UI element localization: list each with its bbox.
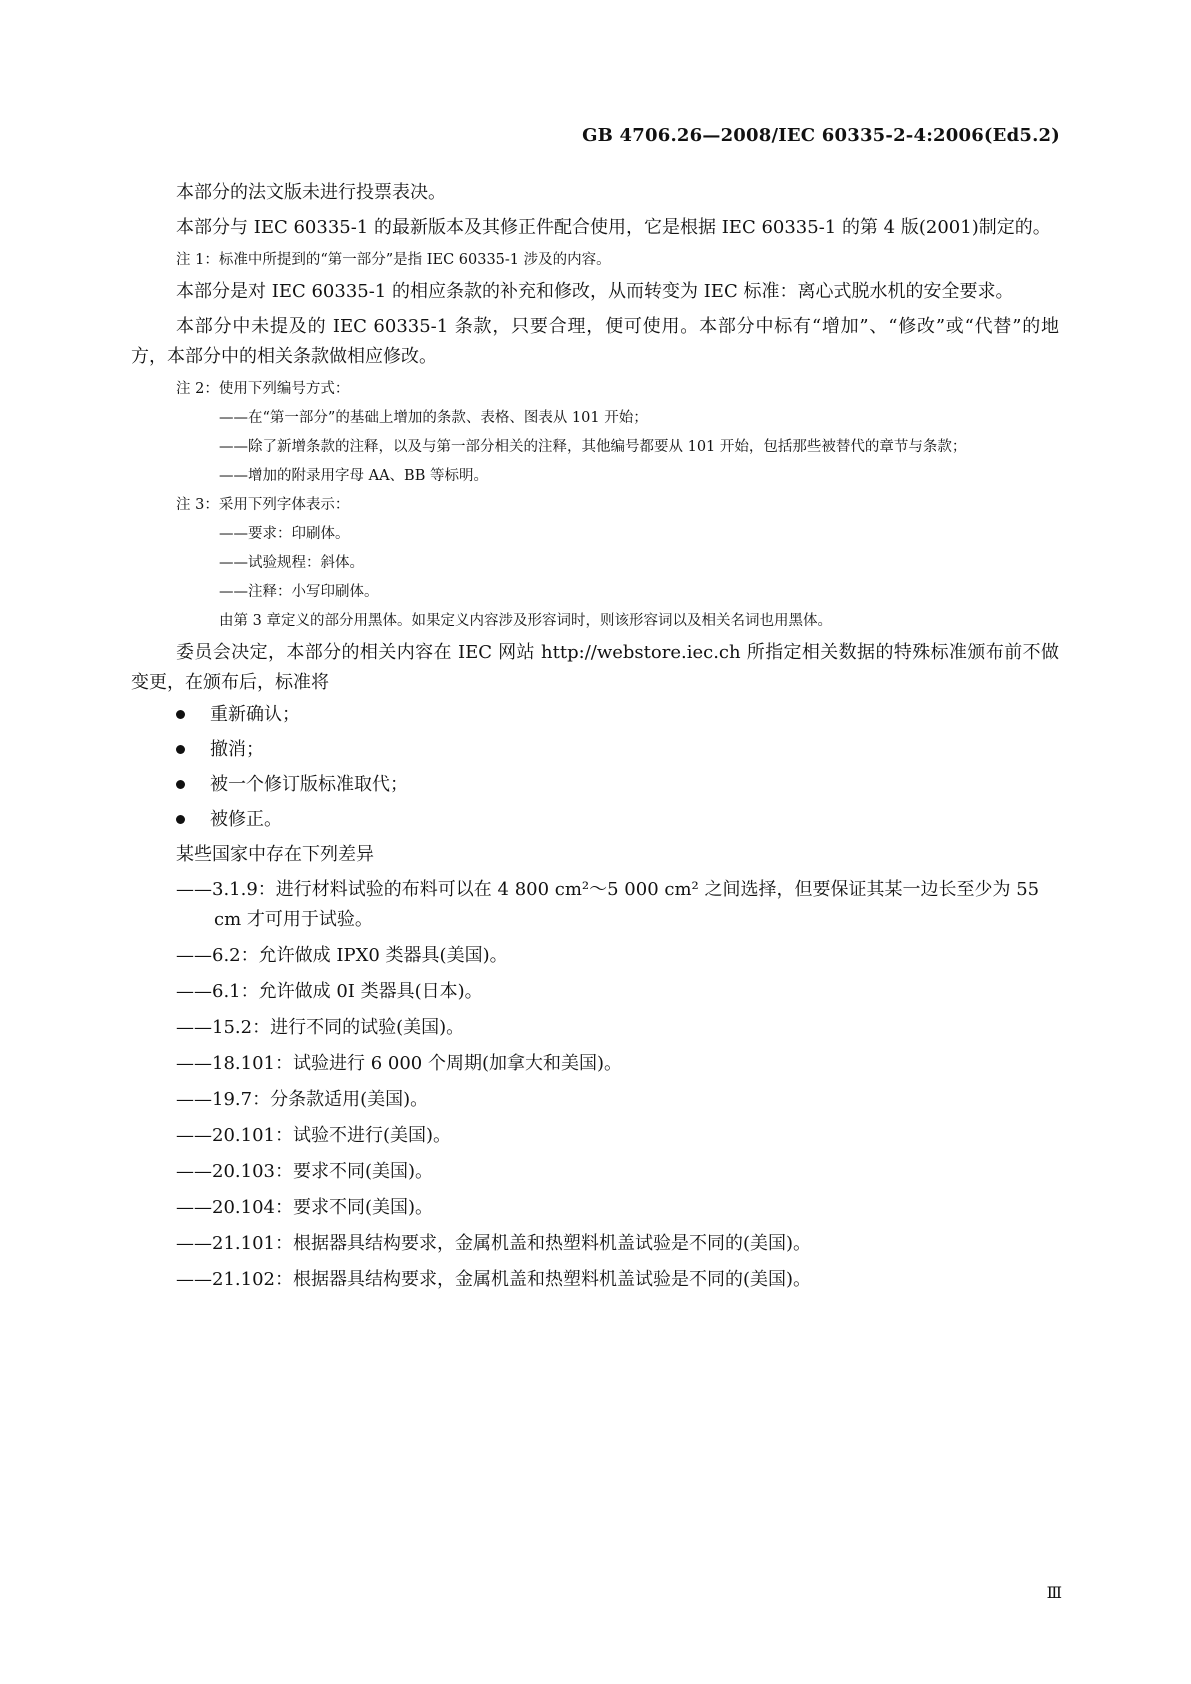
bullet-dot-icon bbox=[176, 815, 185, 824]
difference-item: ——20.104：要求不同(美国)。 bbox=[176, 1197, 434, 1218]
bullet-text: 被修正。 bbox=[210, 809, 282, 830]
bullet-dot-icon bbox=[176, 780, 185, 789]
note-2-title: 注 2：使用下列编号方式： bbox=[176, 381, 350, 397]
note-2-item: ——增加的附录用字母 AA、BB 等标明。 bbox=[219, 468, 488, 484]
paragraph-committee-decision: 委员会决定，本部分的相关内容在 IEC 网站 http://webstore.iec.ch 所指定相关数据的特殊标准颁布前不做变更，在颁布后，标准将 bbox=[131, 642, 1059, 693]
note-3-bold-definition: 由第 3 章定义的部分用黑体。如果定义内容涉及形容词时，则该形容词以及相关名词也用黑体。 bbox=[219, 613, 832, 629]
bullet-text: 重新确认； bbox=[210, 704, 300, 725]
note-2-item: ——在“第一部分”的基础上增加的条款、表格、图表从 101 开始； bbox=[219, 410, 648, 426]
difference-item: ——21.101：根据器具结构要求，金属机盖和热塑料机盖试验是不同的(美国)。 bbox=[176, 1233, 812, 1254]
difference-item: ——15.2：进行不同的试验(美国)。 bbox=[176, 1017, 465, 1038]
difference-item: ——20.101：试验不进行(美国)。 bbox=[176, 1125, 452, 1146]
difference-item: ——20.103：要求不同(美国)。 bbox=[176, 1161, 434, 1182]
bullet-dot-icon bbox=[176, 710, 185, 719]
note-1: 注 1：标准中所提到的“第一部分”是指 IEC 60335-1 涉及的内容。 bbox=[176, 252, 611, 268]
bullet-item bbox=[176, 700, 1059, 730]
difference-item: ——18.101：试验进行 6 000 个周期(加拿大和美国)。 bbox=[176, 1053, 622, 1074]
difference-item: ——21.102：根据器具结构要求，金属机盖和热塑料机盖试验是不同的(美国)。 bbox=[176, 1269, 812, 1290]
standard-code-header: GB 4706.26—2008/IEC 60335-2-4:2006(Ed5.2) bbox=[582, 125, 1060, 146]
bullet-text: 撤消； bbox=[210, 739, 264, 760]
difference-item: ——3.1.9：进行材料试验的布料可以在 4 800 cm²～5 000 cm² 之间选择，但要保证其某一边长至少为 55 cm 才可用于试验。 bbox=[176, 879, 1040, 930]
difference-item: ——19.7：分条款适用(美国)。 bbox=[176, 1089, 429, 1110]
paragraph-differences-intro: 某些国家中存在下列差异 bbox=[176, 844, 374, 865]
paragraph-unmentioned-clauses: 本部分中未提及的 IEC 60335-1 条款，只要合理，便可使用。本部分中标有“增加”、“修改”或“代替”的地方，本部分中的相关条款做相应修改。 bbox=[131, 316, 1059, 367]
note-2-item: ——除了新增条款的注释，以及与第一部分相关的注释，其他编号都要从 101 开始，包括那些被替代的章节与条款； bbox=[219, 439, 967, 455]
note-3-item: ——要求：印刷体。 bbox=[219, 526, 350, 542]
document-body bbox=[131, 178, 1059, 1301]
paragraph-usage: 本部分与 IEC 60335-1 的最新版本及其修正件配合使用，它是根据 IEC 60335-1 的第 4 版(2001)制定的。 bbox=[176, 217, 1051, 238]
bullet-dot-icon bbox=[176, 745, 185, 754]
bullet-text: 被一个修订版标准取代； bbox=[210, 774, 408, 795]
bullet-item bbox=[176, 735, 1059, 765]
note-3-title: 注 3：采用下列字体表示： bbox=[176, 497, 350, 513]
paragraph-french-version: 本部分的法文版未进行投票表决。 bbox=[176, 182, 446, 203]
note-3-item: ——试验规程：斜体。 bbox=[219, 555, 364, 571]
bullet-item bbox=[176, 805, 1059, 835]
paragraph-supplement: 本部分是对 IEC 60335-1 的相应条款的补充和修改，从而转变为 IEC 标准：离心式脱水机的安全要求。 bbox=[176, 281, 1014, 302]
note-3-item: ——注释：小写印刷体。 bbox=[219, 584, 379, 600]
page-number: Ⅲ bbox=[1046, 1583, 1061, 1602]
difference-item: ——6.1：允许做成 0I 类器具(日本)。 bbox=[176, 981, 483, 1002]
difference-item: ——6.2：允许做成 IPX0 类器具(美国)。 bbox=[176, 945, 508, 966]
bullet-item bbox=[176, 770, 1059, 800]
